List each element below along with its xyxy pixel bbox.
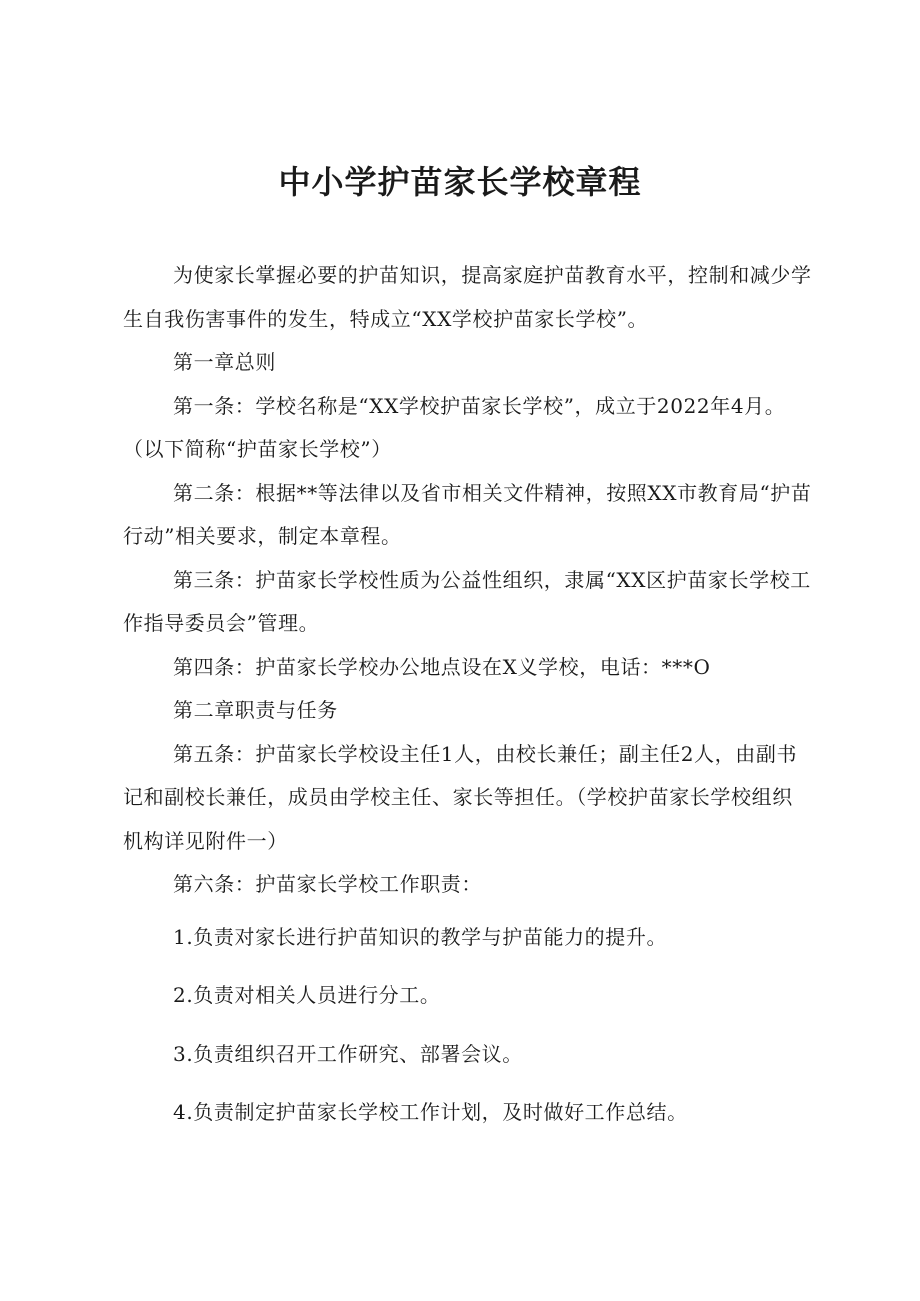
intro-paragraph: 为使家长掌握必要的护苗知识，提高家庭护苗教育水平，控制和减少学生自我伤害事件的发生，特成立“XX学校护苗家长学校”。 bbox=[123, 263, 812, 331]
article-paragraph: 第六条：护苗家长学校工作职责： bbox=[173, 872, 482, 896]
article-paragraph: 第三条：护苗家长学校性质为公益性组织，隶属“XX区护苗家长学校工作指导委员会”管理。 bbox=[123, 567, 811, 635]
article-paragraph: 第二条：根据**等法律以及省市相关文件精神，按照XX市教育局“护苗行动”相关要求，制定本章程。 bbox=[123, 480, 812, 548]
list-item: 4.负责制定护苗家长学校工作计划，及时做好工作总结。 bbox=[173, 1100, 688, 1124]
article-paragraph: 第四条：护苗家长学校办公地点设在X义学校，电话：***O bbox=[173, 654, 711, 679]
list-item: 1.负责对家长进行护苗知识的教学与护苗能力的提升。 bbox=[173, 924, 668, 949]
chapter-heading: 第一章总则 bbox=[173, 350, 276, 374]
list-item: 2.负责对相关人员进行分工。 bbox=[173, 983, 441, 1007]
chapter-heading: 第二章职责与任务 bbox=[173, 698, 338, 722]
list-item: 3.负责组织召开工作研究、部署会议。 bbox=[173, 1041, 523, 1066]
document-title: 中小学护苗家长学校章程 bbox=[278, 163, 642, 201]
document-body bbox=[123, 254, 813, 1135]
article-paragraph: 第一条：学校名称是“XX学校护苗家长学校”，成立于2022年4月。（以下简称“护苗家长学校”） bbox=[123, 393, 786, 461]
article-paragraph: 第五条：护苗家长学校设主任1人，由校长兼任；副主任2人，由副书记和副校长兼任，成员由学校主任、家长等担任。（学校护苗家长学校组织机构详见附件一） bbox=[123, 741, 798, 853]
